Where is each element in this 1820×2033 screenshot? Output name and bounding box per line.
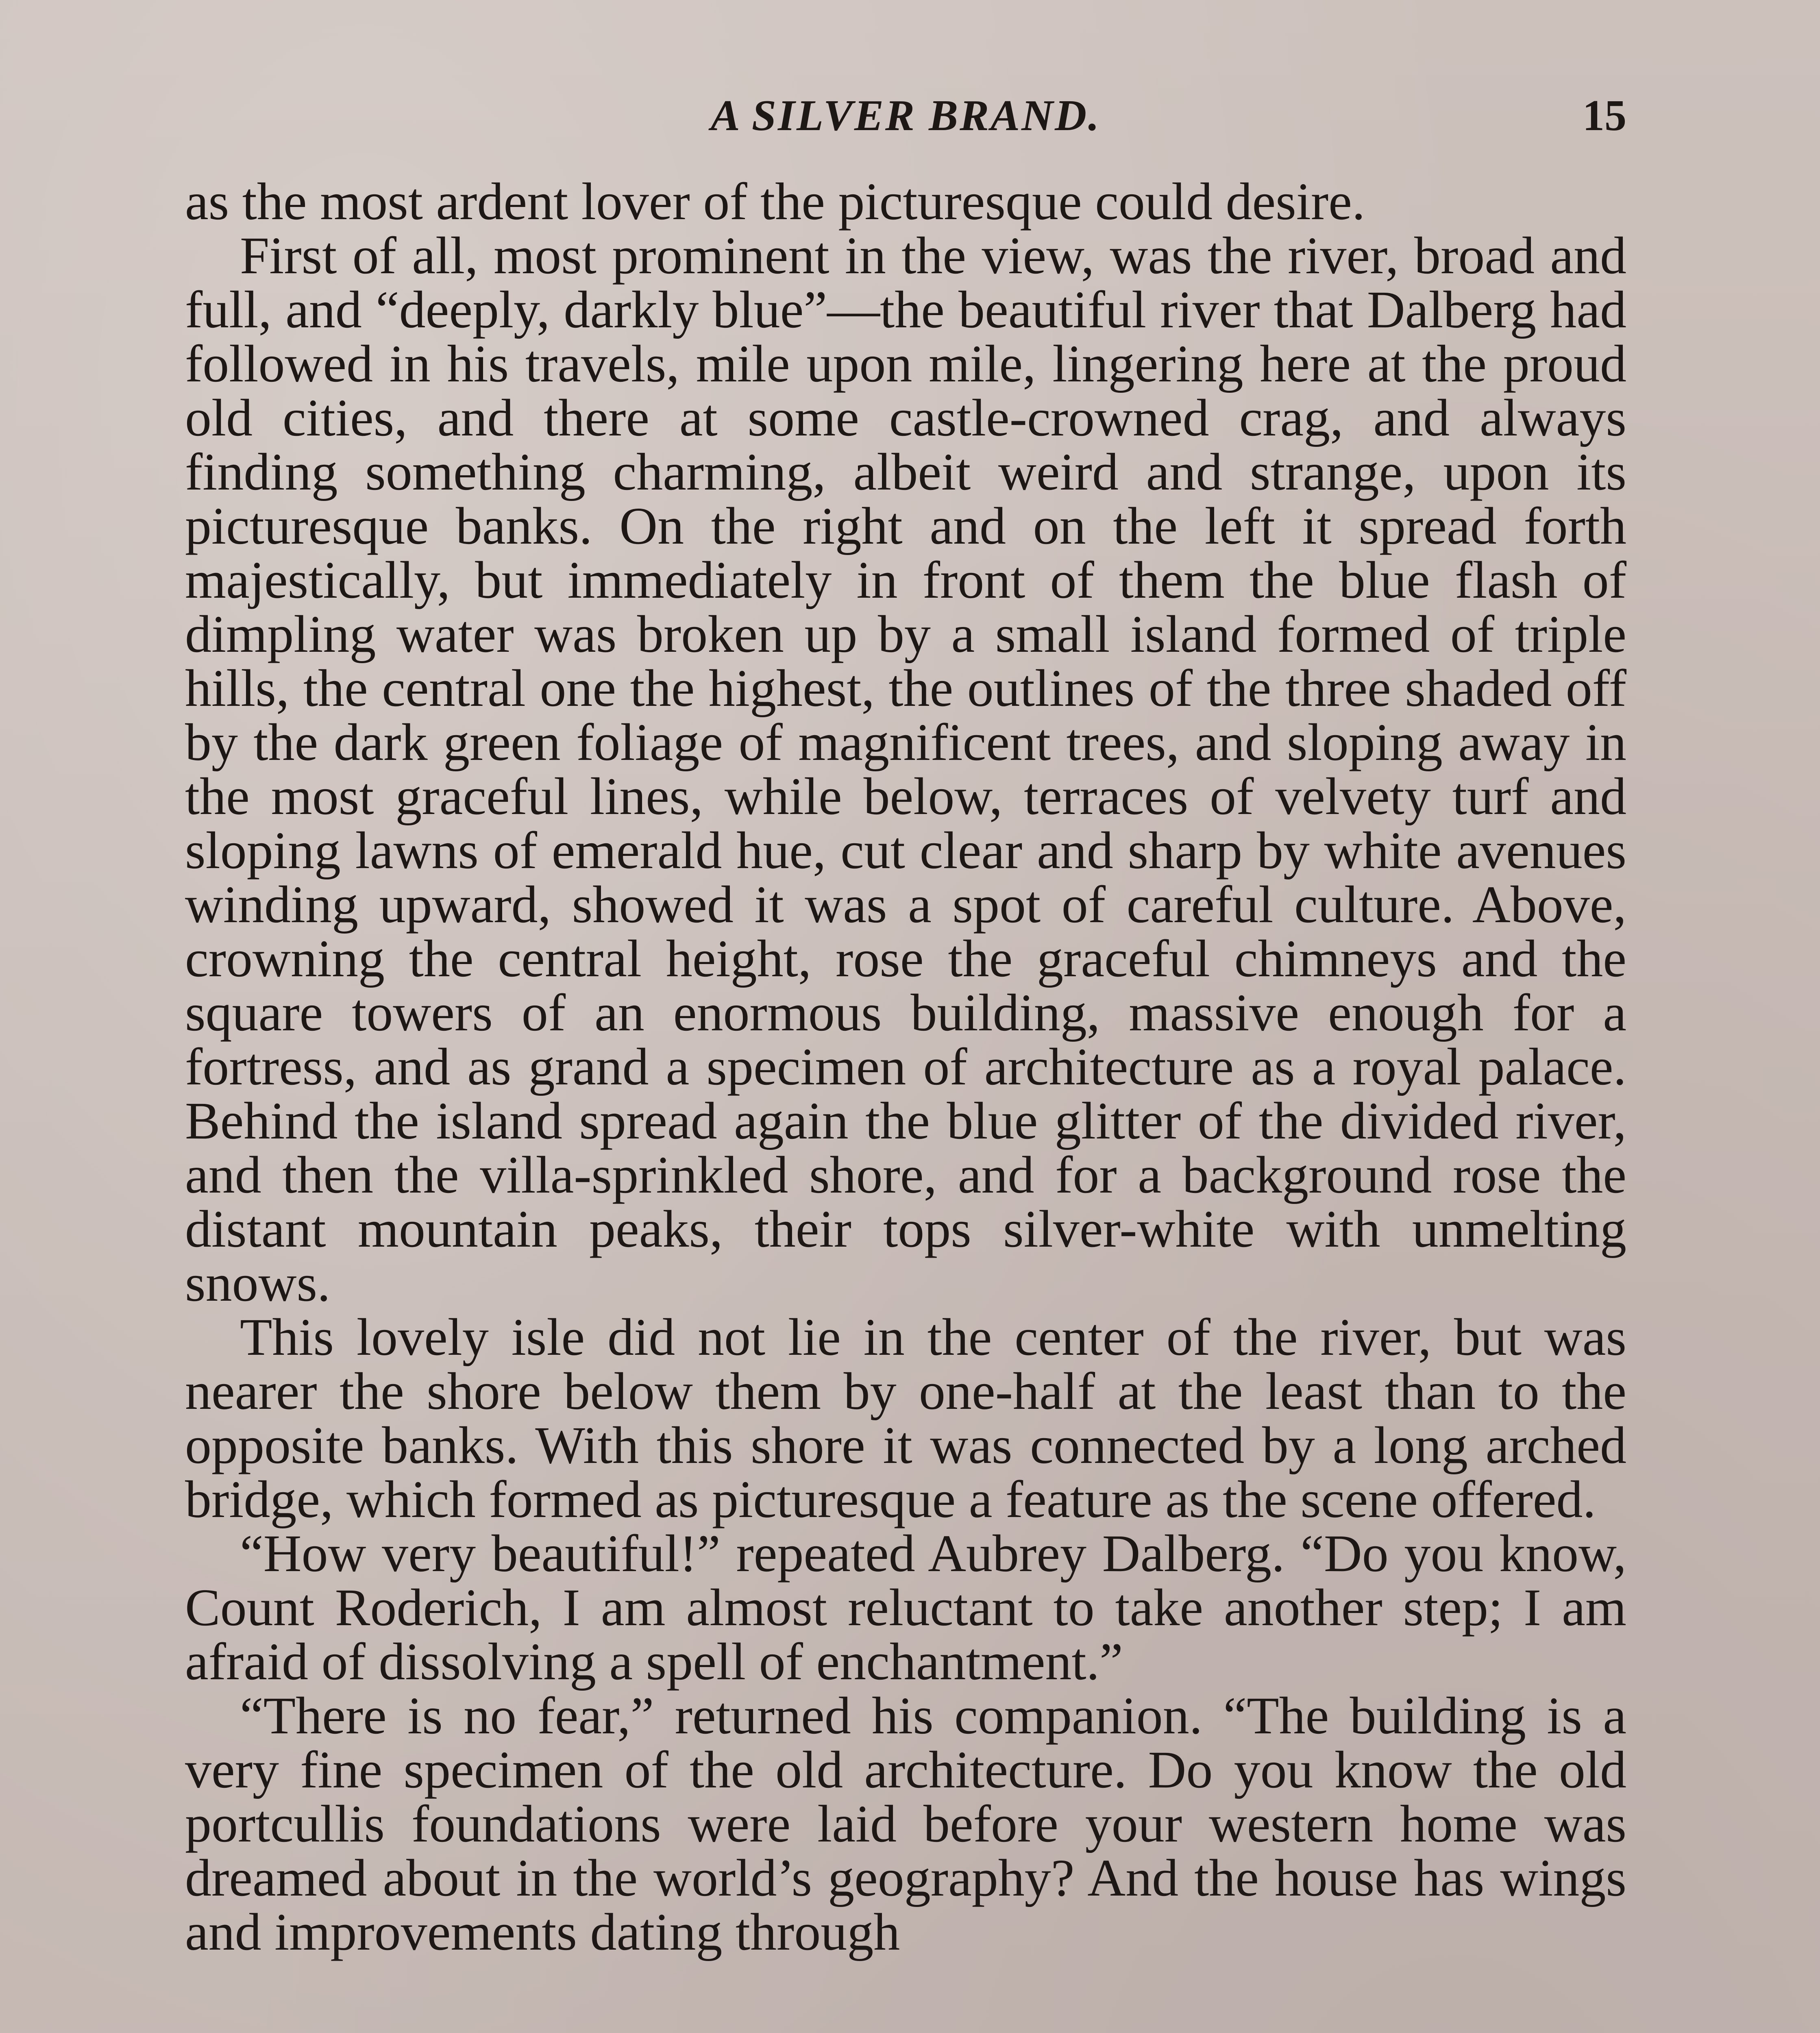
paragraph-continued: as the most ardent lover of the picturesque could desire.: [185, 172, 1365, 231]
page-header: [185, 85, 1626, 146]
paragraph-isle: This lovely isle did not lie in the center of the river, but was nearer the shore below them by one-half at the least than to the opposite banks. With this shore it was connected by a long arched bridge, which formed as picturesque a feature as the scene offered.: [185, 1308, 1626, 1529]
paragraph-companion-reply: “There is no fear,” returned his companion. “The building is a very fine specimen of the old architecture. Do you know the old portcullis foundations were laid before your western home was dreamed about in the world’s geography? And the house has wings and improvements dating through: [185, 1687, 1626, 1961]
body-text: [185, 172, 1626, 1961]
page-number: 15: [1583, 91, 1626, 140]
paragraph-dalberg-speech: “How very beautiful!” repeated Aubrey Dalberg. “Do you know, Count Roderich, I am almost reluctant to take another step; I am afraid of dissolving a spell of enchantment.”: [185, 1524, 1626, 1691]
paragraph-river-description: First of all, most prominent in the view, was the river, broad and full, and “deeply, darkly blue”—the beautiful river that Dalberg had followed in his travels, mile upon mile, lingering here at the proud old cities, and there at some castle-crowned crag, and always finding something charming, albeit weird and strange, upon its picturesque banks. On the right and on the left it spread forth majestically, but immediately in front of them the blue flash of dimpling water was broken up by a small island formed of triple hills, the central one the highest, the outlines of the three shaded off by the dark green foliage of magnificent trees, and sloping away in the most graceful lines, while below, terraces of velvety turf and sloping lawns of emerald hue, cut clear and sharp by white avenues winding upward, showed it was a spot of careful culture. Above, crowning the central height, rose the graceful chimneys and the square towers of an enormous building, massive enough for a fortress, and as grand a specimen of architecture as a royal palace. Behind the island spread again the blue glitter of the divided river, and then the villa-sprinkled shore, and for a background rose the distant mountain peaks, their tops silver-white with unmelting snows.: [185, 226, 1626, 1313]
running-title: A SILVER BRAND.: [710, 91, 1101, 140]
